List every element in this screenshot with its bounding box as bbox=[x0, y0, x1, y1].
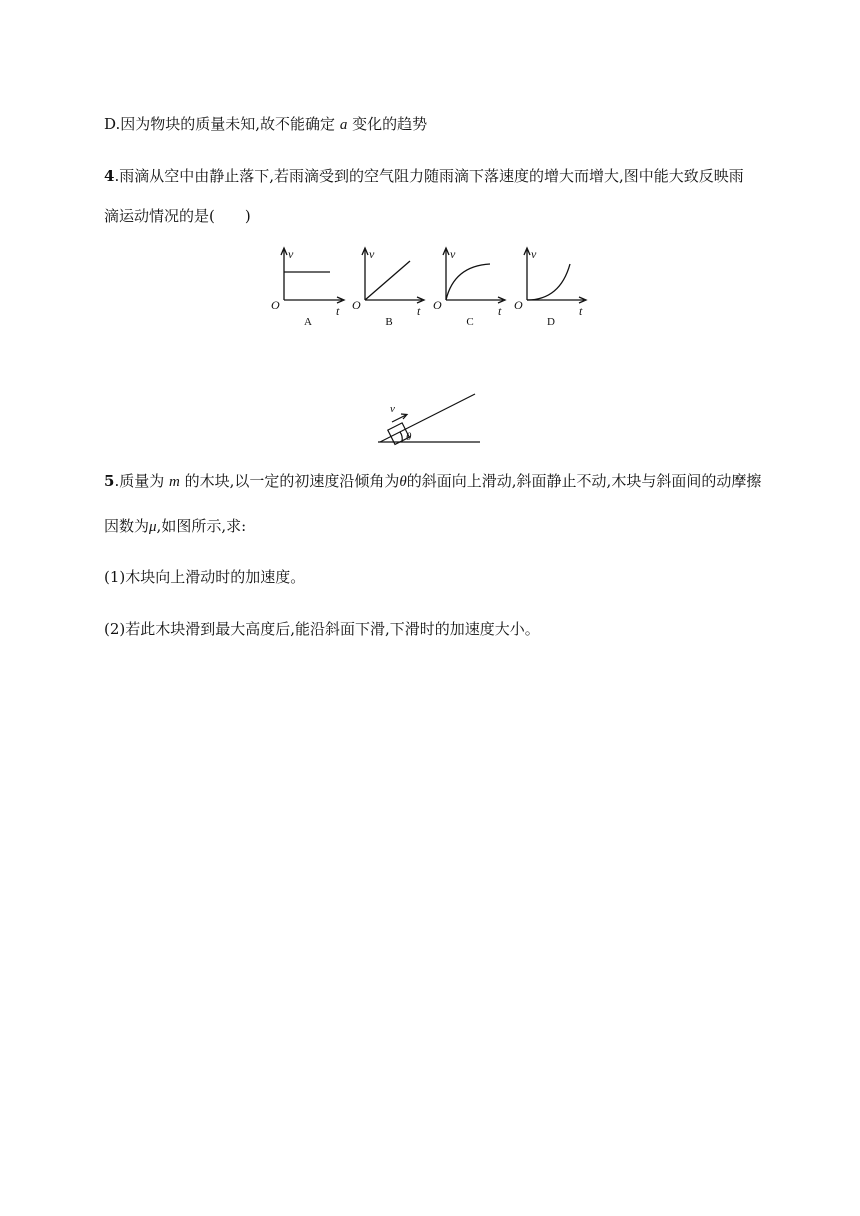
graph-c-origin: O bbox=[433, 298, 442, 312]
graph-d-letter: D bbox=[547, 316, 555, 328]
graph-c-letter: C bbox=[466, 316, 474, 328]
q4-line2 bbox=[104, 205, 251, 226]
angle-label: θ bbox=[406, 431, 412, 443]
q3-option-d-prefix: D.因为物块的质量未知,故不能确定 bbox=[104, 115, 336, 133]
graph-b-v-label: v bbox=[369, 247, 375, 261]
velocity-label: v bbox=[390, 403, 395, 415]
q3-option-d-var: a bbox=[339, 117, 348, 133]
graph-c-v-label: v bbox=[450, 247, 456, 261]
q5-text-b: 的木块,以一定的初速度沿倾角为 bbox=[184, 472, 400, 490]
graph-b-letter: B bbox=[385, 316, 393, 328]
incline-figure bbox=[374, 390, 486, 448]
graph-b-t-label: t bbox=[417, 304, 421, 318]
angle-arc bbox=[400, 432, 402, 442]
q5-text-d: 因数为 bbox=[104, 517, 150, 535]
q5-text-e: ,如图所示,求: bbox=[156, 517, 247, 535]
q4-text-line2: 滴运动情况的是( ) bbox=[104, 207, 251, 225]
q4-line1 bbox=[104, 165, 744, 186]
q5-sub1 bbox=[104, 566, 305, 587]
graph-c-t-label: t bbox=[498, 304, 502, 318]
q5-sub2 bbox=[104, 618, 540, 639]
q4-text-line1: .雨滴从空中由静止落下,若雨滴受到的空气阻力随雨滴下落速度的增大而增大,图中能大致反映雨 bbox=[114, 167, 744, 185]
graph-b-origin: O bbox=[352, 298, 361, 312]
q5-line2 bbox=[104, 515, 246, 536]
graph-d-curve bbox=[527, 264, 570, 300]
q5-var-m: m bbox=[169, 474, 180, 490]
graph-b-curve bbox=[365, 261, 410, 300]
q5-text-a: .质量为 bbox=[114, 472, 165, 490]
graph-a-v-label: v bbox=[288, 247, 294, 261]
q5-sub2-text: (2)若此木块滑到最大高度后,能沿斜面下滑,下滑时的加速度大小。 bbox=[104, 620, 540, 638]
graph-a-t-label: t bbox=[336, 304, 340, 318]
graph-c-curve bbox=[446, 264, 490, 300]
graph-a-letter: A bbox=[304, 316, 312, 328]
q5-sub1-text: (1)木块向上滑动时的加速度。 bbox=[104, 568, 306, 586]
incline-line bbox=[380, 394, 475, 442]
q5-var-theta: θ bbox=[399, 474, 407, 490]
q5-var-mu: μ bbox=[149, 519, 157, 535]
q4-graphs bbox=[262, 244, 602, 334]
graph-d-origin: O bbox=[514, 298, 523, 312]
q5-text-c: 的斜面向上滑动,斜面静止不动,木块与斜面间的动摩擦 bbox=[406, 472, 762, 490]
q5-line1 bbox=[104, 470, 761, 491]
q3-option-d bbox=[104, 113, 427, 134]
q5-number: 5 bbox=[104, 472, 115, 490]
q3-option-d-suffix: 变化的趋势 bbox=[352, 115, 428, 133]
graph-a-origin: O bbox=[271, 298, 280, 312]
graph-d-t-label: t bbox=[579, 304, 583, 318]
graph-d-v-label: v bbox=[531, 247, 537, 261]
q4-number: 4 bbox=[104, 167, 115, 185]
